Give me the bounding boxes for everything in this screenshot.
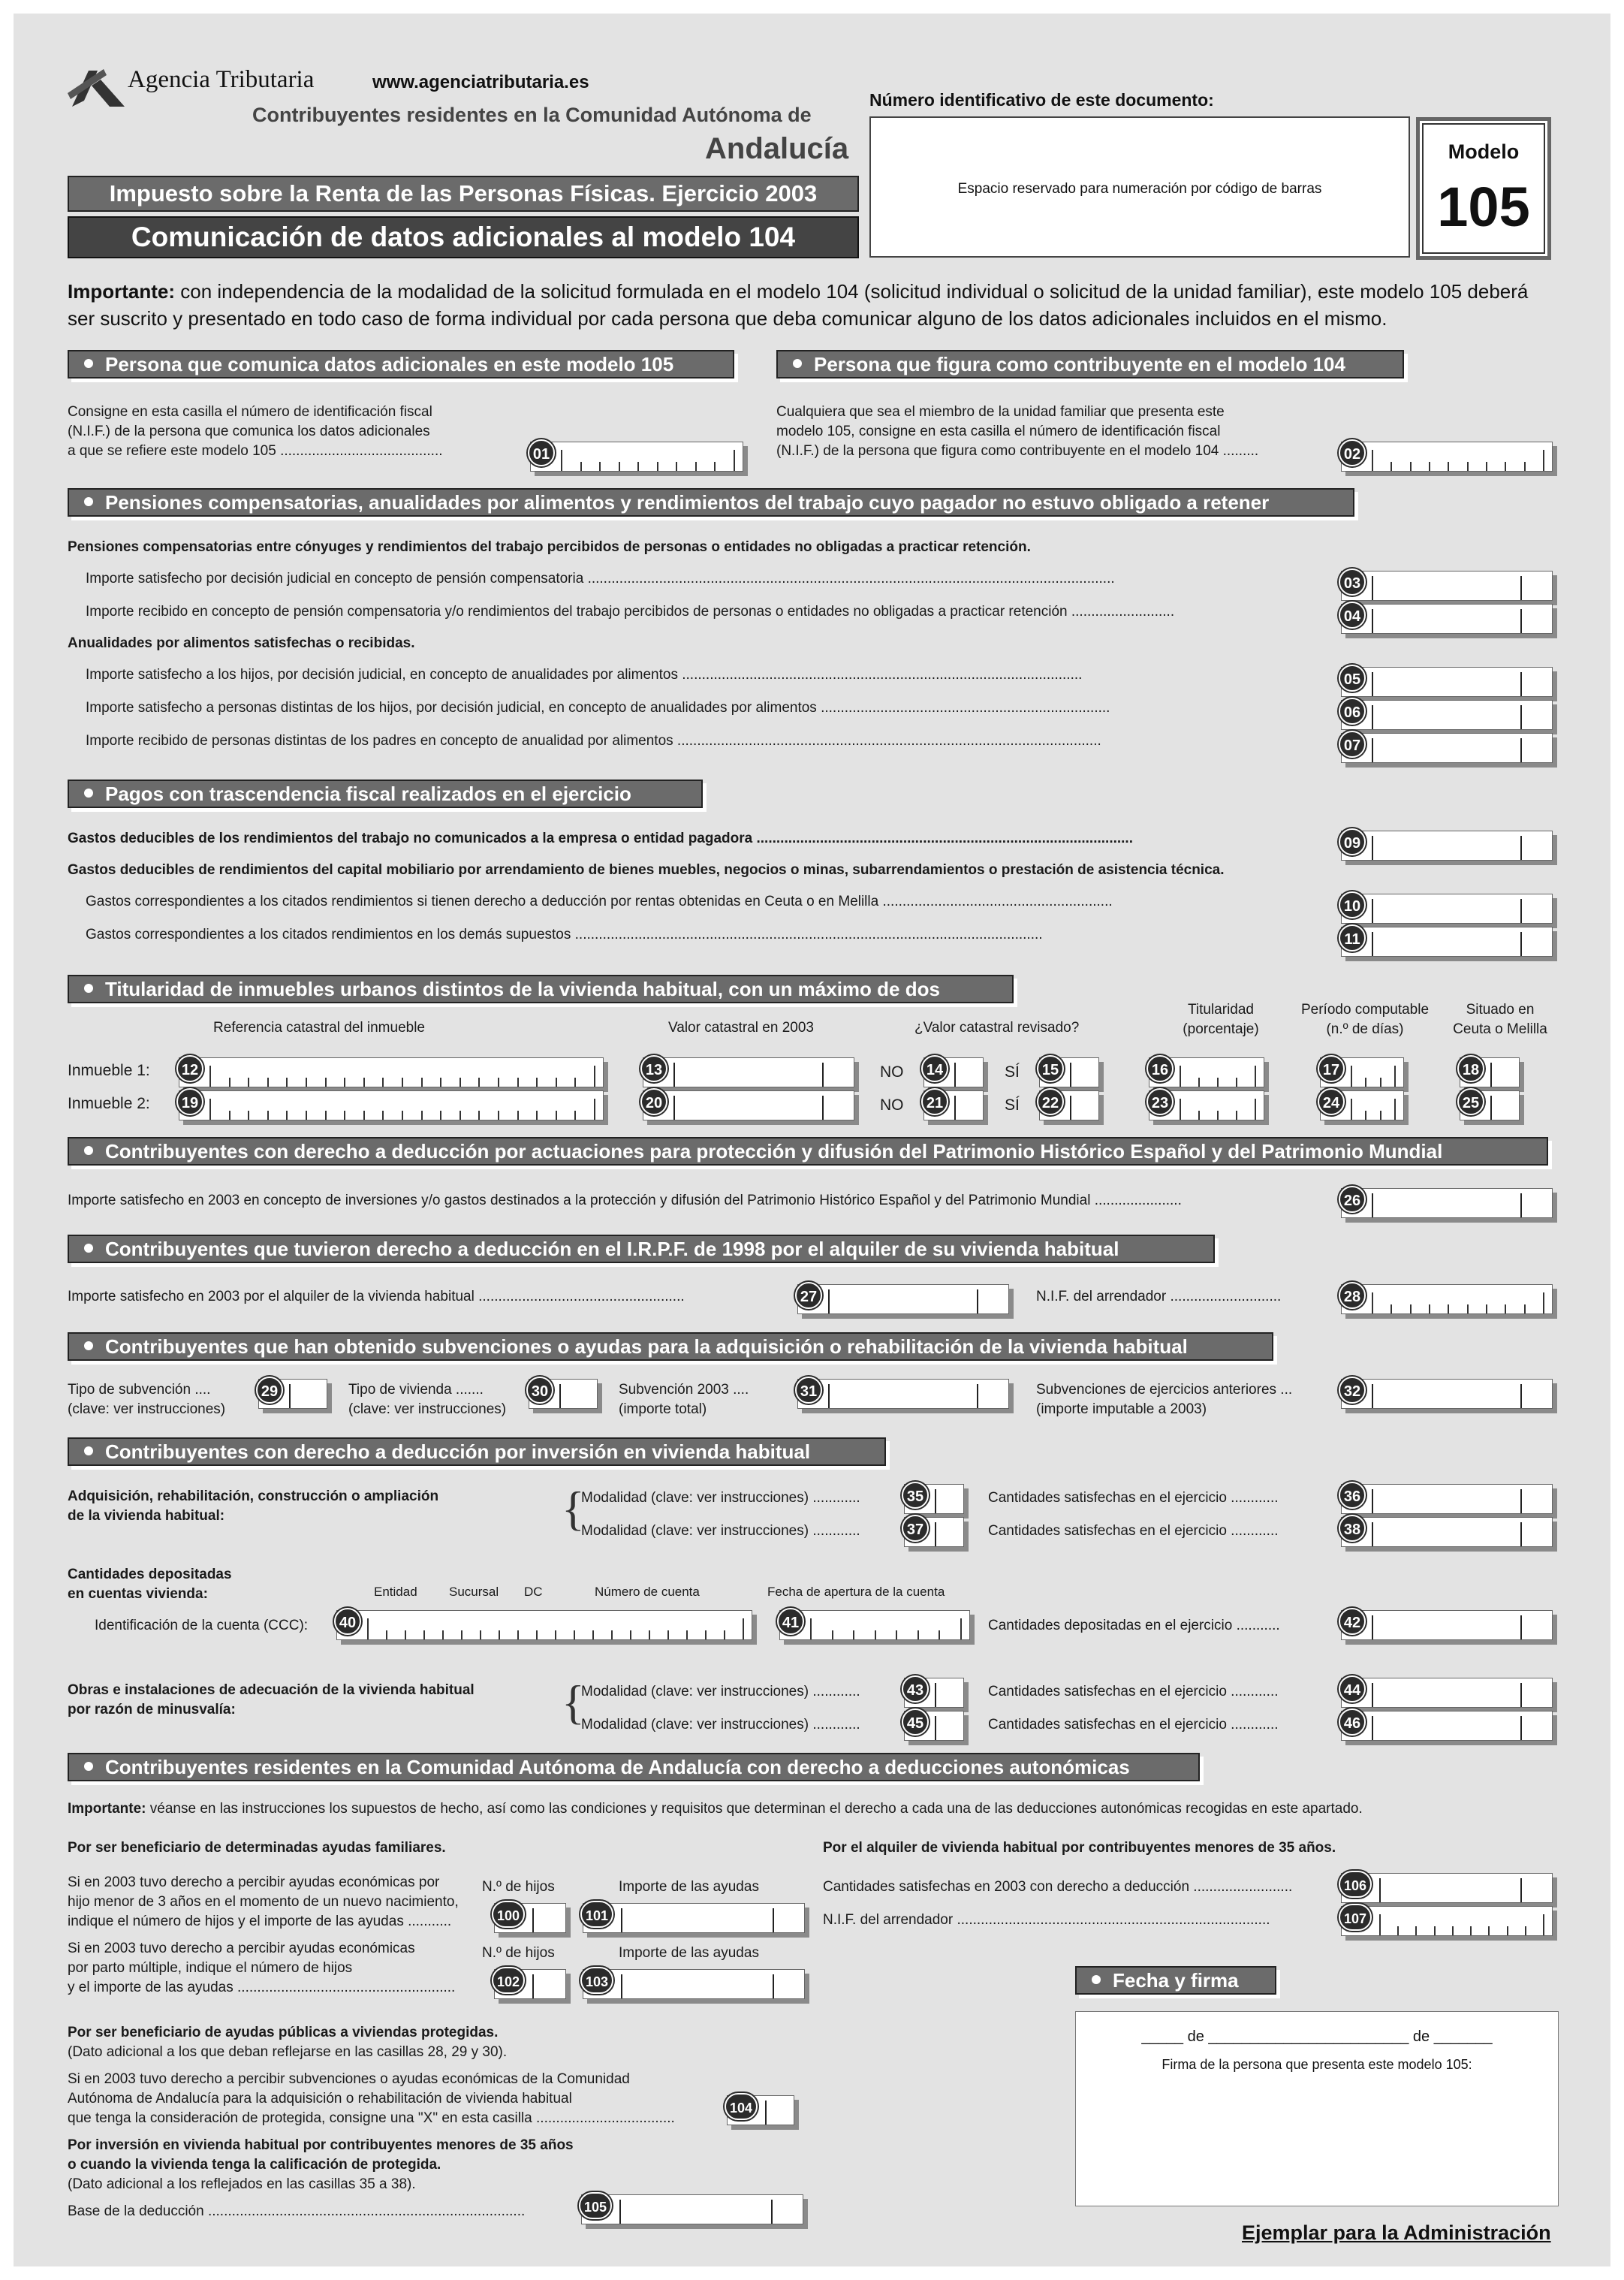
signature-label: Firma de la persona que presenta este modelo 105: bbox=[1162, 2057, 1472, 2072]
casilla-number-badge: 01 bbox=[528, 439, 555, 466]
casilla-30[interactable] bbox=[529, 1379, 598, 1409]
tipo-subvencion-label: Tipo de subvención .... (clave: ver instrucciones) bbox=[68, 1382, 226, 1417]
section-subvenciones bbox=[68, 1332, 1273, 1361]
section-title: Contribuyentes residentes en la Comunidad Autónoma de Andalucía con derecho a deducciones autonómicas bbox=[105, 1756, 1130, 1778]
casilla-102[interactable] bbox=[494, 1969, 566, 1999]
si-label: SÍ bbox=[1005, 1096, 1020, 1114]
casilla-number-badge: 25 bbox=[1457, 1088, 1484, 1115]
row-105-label: Base de la deducción ................................................................................ bbox=[68, 2203, 526, 2219]
section-title: Pagos con trascendencia fiscal realizados en el ejercicio bbox=[105, 783, 631, 805]
casilla-number-badge: 20 bbox=[640, 1088, 667, 1115]
casilla-38[interactable] bbox=[1341, 1517, 1553, 1547]
inversion-jovenes-heading: Por inversión en vivienda habitual por contribuyentes menores de 35 años o cuando la vivienda tenga la calificación de protegida. bbox=[68, 2137, 574, 2173]
casilla-10[interactable] bbox=[1341, 894, 1553, 924]
no-label: NO bbox=[880, 1096, 904, 1114]
casilla-36[interactable] bbox=[1341, 1484, 1553, 1514]
row-10-label: Gastos correspondientes a los citados rendimientos si tienen derecho a deducción por rentas obtenidas en Ceuta o en Melilla .......................................................... bbox=[86, 894, 1113, 909]
col-titularidad: Titularidad (porcentaje) bbox=[1183, 1002, 1259, 1037]
row-04-label: Importe recibido en concepto de pensión compensatoria y/o rendimientos del trabajo percibidos de personas o entidades no obligadas a practicar retención .......................... bbox=[86, 604, 1175, 620]
casilla-20[interactable] bbox=[643, 1090, 854, 1120]
casilla-number-badge: 37 bbox=[902, 1515, 929, 1542]
casilla-05[interactable] bbox=[1341, 667, 1553, 697]
casilla-24[interactable] bbox=[1320, 1090, 1404, 1120]
casilla-45[interactable] bbox=[904, 1711, 964, 1741]
casilla-14[interactable] bbox=[923, 1057, 984, 1087]
section-title: Fecha y firma bbox=[1113, 1969, 1239, 1992]
casilla-number-badge: 35 bbox=[902, 1482, 929, 1509]
casilla-12[interactable] bbox=[179, 1057, 604, 1087]
casilla-100[interactable] bbox=[494, 1903, 566, 1933]
casilla-number-badge: 38 bbox=[1339, 1515, 1366, 1542]
region-line: Contribuyentes residentes en la Comunidad Autónoma de bbox=[252, 104, 812, 126]
alquiler-jovenes-heading: Por el alquiler de vivienda habitual por contribuyentes menores de 35 años. bbox=[823, 1840, 1336, 1856]
casilla-35[interactable] bbox=[904, 1484, 964, 1514]
anualidades-heading: Anualidades por alimentos satisfechas o recibidas. bbox=[68, 635, 415, 651]
casilla-number-badge: 05 bbox=[1339, 665, 1366, 692]
casilla-46[interactable] bbox=[1341, 1711, 1553, 1741]
casilla-29[interactable] bbox=[258, 1379, 327, 1409]
casilla-number-badge: 107 bbox=[1339, 1904, 1372, 1931]
casilla-number-badge: 28 bbox=[1339, 1282, 1366, 1309]
casilla-22[interactable] bbox=[1039, 1090, 1099, 1120]
agency-logo-icon bbox=[66, 63, 134, 116]
casilla-18[interactable] bbox=[1460, 1057, 1520, 1087]
casilla-104[interactable] bbox=[727, 2095, 794, 2125]
section-patrimonio bbox=[68, 1137, 1548, 1166]
col-revisado: ¿Valor catastral revisado? bbox=[914, 1020, 1080, 1036]
vp-text: Si en 2003 tuvo derecho a percibir subvenciones o ayudas económicas de la Comunidad Autónoma de Andalucía para la adquisición o rehabilitación de vivienda habitual que tenga la consideración de protegida, consigne una "X" en esta casilla ................................... bbox=[68, 2071, 675, 2126]
row-05-label: Importe satisfecho a los hijos, por decisión judicial, en concepto de anualidades por alimentos ..................................................................................................... bbox=[86, 667, 1083, 683]
casilla-04[interactable] bbox=[1341, 604, 1553, 634]
casilla-number-badge: 44 bbox=[1339, 1675, 1366, 1702]
casilla-number-badge: 02 bbox=[1339, 439, 1366, 466]
fecha-apertura-label: Fecha de apertura de la cuenta bbox=[767, 1585, 945, 1599]
f2-text: Si en 2003 tuvo derecho a percibir ayudas económicas por parto múltiple, indique el número de hijos y el importe de las ayudas ....................................................... bbox=[68, 1941, 456, 1995]
row-11-label: Gastos correspondientes a los citados rendimientos en los demás supuestos ...................................................................................................................... bbox=[86, 927, 1043, 942]
casilla-number-badge: 45 bbox=[902, 1708, 929, 1736]
casilla-41[interactable] bbox=[779, 1610, 970, 1640]
row-27-label: Importe satisfecho en 2003 por el alquiler de la vivienda habitual .................................................... bbox=[68, 1289, 685, 1304]
casilla-number-badge: 100 bbox=[492, 1901, 525, 1928]
casilla-number-badge: 32 bbox=[1339, 1377, 1366, 1404]
casilla-number-badge: 102 bbox=[492, 1967, 525, 1994]
casilla-number-badge: 26 bbox=[1339, 1186, 1366, 1213]
tipo-vivienda-label: Tipo de vivienda ....... (clave: ver instrucciones) bbox=[348, 1382, 507, 1417]
casilla-103[interactable] bbox=[583, 1969, 805, 1999]
casilla-02[interactable] bbox=[1341, 442, 1553, 472]
casilla-number-badge: 15 bbox=[1037, 1055, 1064, 1082]
ccc-label: Identificación de la cuenta (CCC): bbox=[95, 1618, 309, 1633]
subvencion-2003-label: Subvención 2003 .... (importe total) bbox=[619, 1382, 749, 1417]
casilla-number-badge: 10 bbox=[1339, 891, 1366, 918]
signature-box[interactable] bbox=[1075, 2011, 1559, 2206]
casilla-number-badge: 24 bbox=[1318, 1088, 1345, 1115]
row-26-label: Importe satisfecho en 2003 en concepto de inversiones y/o gastos destinados a la protección y difusión del Patrimonio Histórico Español y del Patrimonio Mundial ...................... bbox=[68, 1193, 1182, 1208]
casilla-23[interactable] bbox=[1149, 1090, 1264, 1120]
casilla-number-badge: 06 bbox=[1339, 698, 1366, 725]
casilla-09[interactable] bbox=[1341, 831, 1553, 861]
casilla-number-badge: 104 bbox=[725, 2093, 758, 2120]
section-title: Contribuyentes con derecho a deducción por actuaciones para protección y difusión del Patrimonio Histórico Español y del Patrimonio Mundial bbox=[105, 1140, 1443, 1163]
si-label: SÍ bbox=[1005, 1063, 1020, 1081]
n-hijos-label: N.º de hijos bbox=[482, 1945, 555, 1961]
casilla-13[interactable] bbox=[643, 1057, 854, 1087]
row-06-label: Importe satisfecho a personas distintas de los hijos, por decisión judicial, en concepto de anualidades por alimentos ......................................................................... bbox=[86, 700, 1110, 716]
ayudas-familiares-heading: Por ser beneficiario de determinadas ayudas familiares. bbox=[68, 1840, 446, 1856]
row-42-label: Cantidades depositadas en el ejercicio ........... bbox=[988, 1618, 1280, 1633]
casilla-number-badge: 03 bbox=[1339, 568, 1366, 596]
brace-icon: { bbox=[562, 1675, 585, 1729]
row-45-label: Modalidad (clave: ver instrucciones) ............ bbox=[581, 1717, 860, 1733]
modelo-box bbox=[1416, 117, 1551, 260]
row-09-label: Gastos deducibles de los rendimientos del trabajo no comunicados a la empresa o entidad pagadora ............................................................................................... bbox=[68, 831, 1133, 846]
doc-id-label: Número identificativo de este documento: bbox=[869, 90, 1214, 110]
date-line[interactable]: _____ de ________________________ de _______ bbox=[1141, 2028, 1493, 2045]
casilla-number-badge: 43 bbox=[902, 1675, 929, 1702]
inversion-jovenes-note: (Dato adicional a los reflejados en las casillas 35 a 38). bbox=[68, 2176, 416, 2192]
footer-label: Ejemplar para la Administración bbox=[1242, 2221, 1551, 2244]
casilla-number-badge: 14 bbox=[921, 1055, 948, 1082]
casilla-number-badge: 41 bbox=[777, 1608, 804, 1635]
casilla-101[interactable] bbox=[583, 1903, 805, 1933]
casilla-number-badge: 11 bbox=[1339, 924, 1366, 952]
casilla-number-badge: 21 bbox=[921, 1088, 948, 1115]
row-03-label: Importe satisfecho por decisión judicial en concepto de pensión compensatoria ..................................................................................................................................... bbox=[86, 571, 1115, 587]
casilla-43[interactable] bbox=[904, 1678, 964, 1708]
casilla-number-badge: 19 bbox=[176, 1088, 203, 1115]
casilla-number-badge: 31 bbox=[795, 1377, 822, 1404]
section-persona-contribuyente bbox=[776, 350, 1404, 378]
casilla-28[interactable] bbox=[1341, 1284, 1553, 1314]
casilla-number-badge: 16 bbox=[1146, 1055, 1174, 1082]
modelo-number: 105 bbox=[1437, 176, 1530, 238]
section-andalucia bbox=[68, 1753, 1200, 1781]
section-fecha-firma bbox=[1075, 1966, 1276, 1995]
casilla-number-badge: 27 bbox=[795, 1282, 822, 1309]
brace-icon: { bbox=[562, 1482, 585, 1535]
pensiones-heading: Pensiones compensatorias entre cónyuges y rendimientos del trabajo percibidos de personas o entidades no obligadas a practicar retención. bbox=[68, 539, 1031, 555]
minusvalia-label: Obras e instalaciones de adecuación de la vivienda habitual por razón de minusvalía: bbox=[68, 1682, 475, 1718]
casilla-number-badge: 30 bbox=[526, 1377, 553, 1404]
website: www.agenciatributaria.es bbox=[372, 72, 589, 92]
casilla-number-badge: 18 bbox=[1457, 1055, 1484, 1082]
s2-text: Cualquiera que sea el miembro de la unidad familiar que presenta este modelo 105, consigne en esta casilla el número de identificación fiscal (N.I.F.) de la persona que figura como contribuyente en el modelo 104 ......... bbox=[776, 404, 1259, 459]
important-line1: con independencia de la modalidad de la solicitud formulada en el modelo 104 (solicitud individual o solicitud de la unidad familiar), este modelo 105 deberá bbox=[180, 280, 1529, 303]
casilla-42[interactable] bbox=[1341, 1610, 1553, 1640]
viviendas-protegidas-note: (Dato adicional a los que deban reflejarse en las casillas 28, 29 y 30). bbox=[68, 2044, 508, 2060]
row-07-label: Importe recibido de personas distintas de los padres en concepto de anualidad por alimentos ........................................................................................................... bbox=[86, 733, 1101, 749]
n-hijos-label: N.º de hijos bbox=[482, 1879, 555, 1895]
casilla-number-badge: 105 bbox=[579, 2192, 612, 2219]
important-note bbox=[68, 278, 1569, 332]
casilla-number-badge: 09 bbox=[1339, 828, 1366, 855]
casilla-06[interactable] bbox=[1341, 700, 1553, 730]
casilla-11[interactable] bbox=[1341, 927, 1553, 957]
casilla-37[interactable] bbox=[904, 1517, 964, 1547]
row-43-label: Modalidad (clave: ver instrucciones) ............ bbox=[581, 1684, 860, 1699]
row-35-label: Modalidad (clave: ver instrucciones) ............ bbox=[581, 1490, 860, 1506]
casilla-number-badge: 103 bbox=[580, 1967, 613, 1994]
modelo-label: Modelo bbox=[1448, 140, 1520, 163]
form-title: Comunicación de datos adicionales al modelo 104 bbox=[68, 216, 859, 258]
casilla-number-badge: 36 bbox=[1339, 1482, 1366, 1509]
section-inmuebles bbox=[68, 975, 1014, 1003]
importe-ayudas-label: Importe de las ayudas bbox=[619, 1879, 759, 1895]
casilla-27[interactable] bbox=[797, 1284, 1009, 1314]
dc-label: DC bbox=[524, 1585, 543, 1599]
s1-text: Consigne en esta casilla el número de identificación fiscal (N.I.F.) de la persona que comunica los datos adicionales a que se refiere este modelo 105 ......................................... bbox=[68, 404, 443, 459]
section-title: Contribuyentes que han obtenido subvenciones o ayudas para la adquisición o rehabilitación de la vivienda habitual bbox=[105, 1335, 1188, 1358]
inmueble-2-label: Inmueble 2: bbox=[68, 1095, 150, 1112]
casilla-number-badge: 101 bbox=[580, 1901, 613, 1928]
casilla-44[interactable] bbox=[1341, 1678, 1553, 1708]
col-ceuta: Situado en Ceuta o Melilla bbox=[1453, 1002, 1547, 1037]
casilla-number-badge: 12 bbox=[176, 1055, 203, 1082]
casilla-16[interactable] bbox=[1149, 1057, 1264, 1087]
cuentas-vivienda-label: Cantidades depositadas en cuentas vivienda: bbox=[68, 1567, 232, 1602]
section-title: Pensiones compensatorias, anualidades por alimentos y rendimientos del trabajo cuyo pagador no estuvo obligado a retener bbox=[105, 491, 1270, 514]
casilla-107[interactable] bbox=[1341, 1906, 1553, 1936]
section-pensiones bbox=[68, 488, 1354, 517]
casilla-40[interactable] bbox=[336, 1610, 752, 1640]
important-label: Importante: bbox=[68, 280, 175, 303]
row-44-label: Cantidades satisfechas en el ejercicio ............ bbox=[988, 1684, 1279, 1699]
capital-heading: Gastos deducibles de rendimientos del capital mobiliario por arrendamiento de bienes muebles, negocios o minas, subarrendamientos o prestación de asistencia técnica. bbox=[68, 862, 1225, 878]
section-alquiler-1998 bbox=[68, 1235, 1215, 1263]
casilla-number-badge: 42 bbox=[1339, 1608, 1366, 1635]
section-title: Persona que comunica datos adicionales en este modelo 105 bbox=[105, 353, 674, 375]
tax-title: Impuesto sobre la Renta de las Personas Físicas. Ejercicio 2003 bbox=[68, 176, 859, 212]
inmueble-1-label: Inmueble 1: bbox=[68, 1062, 150, 1079]
sucursal-label: Sucursal bbox=[449, 1585, 499, 1599]
region: Andalucía bbox=[705, 132, 849, 165]
casilla-number-badge: 13 bbox=[640, 1055, 667, 1082]
casilla-07[interactable] bbox=[1341, 733, 1553, 763]
col-referencia: Referencia catastral del inmueble bbox=[213, 1020, 425, 1036]
row-106-label: Cantidades satisfechas en 2003 con derecho a deducción ......................... bbox=[823, 1879, 1293, 1895]
casilla-01[interactable] bbox=[530, 442, 743, 472]
viviendas-protegidas-heading: Por ser beneficiario de ayudas públicas a viviendas protegidas. bbox=[68, 2025, 499, 2040]
numero-cuenta-label: Número de cuenta bbox=[595, 1585, 700, 1599]
casilla-17[interactable] bbox=[1320, 1057, 1404, 1087]
section-title: Titularidad de inmuebles urbanos distintos de la vivienda habitual, con un máximo de dos bbox=[105, 978, 940, 1000]
casilla-number-badge: 22 bbox=[1037, 1088, 1064, 1115]
subvenciones-anteriores-label: Subvenciones de ejercicios anteriores ... (importe imputable a 2003) bbox=[1036, 1382, 1293, 1417]
casilla-number-badge: 07 bbox=[1339, 731, 1366, 758]
col-periodo: Período computable (n.º de días) bbox=[1300, 1002, 1430, 1037]
casilla-number-badge: 29 bbox=[256, 1377, 283, 1404]
casilla-19[interactable] bbox=[179, 1090, 604, 1120]
form-page bbox=[14, 14, 1610, 2266]
adquisicion-label: Adquisición, rehabilitación, construcción o ampliación de la vivienda habitual: bbox=[68, 1488, 439, 1524]
casilla-25[interactable] bbox=[1460, 1090, 1520, 1120]
row-28-label: N.I.F. del arrendador ............................ bbox=[1036, 1289, 1282, 1304]
col-valor: Valor catastral en 2003 bbox=[668, 1020, 814, 1036]
barcode-box bbox=[869, 116, 1410, 258]
section-persona-comunica bbox=[68, 350, 734, 378]
casilla-26[interactable] bbox=[1341, 1188, 1553, 1218]
section-title: Contribuyentes con derecho a deducción por inversión en vivienda habitual bbox=[105, 1440, 811, 1463]
casilla-number-badge: 17 bbox=[1318, 1055, 1345, 1082]
casilla-number-badge: 46 bbox=[1339, 1708, 1366, 1736]
casilla-number-badge: 04 bbox=[1339, 602, 1366, 629]
section-title: Contribuyentes que tuvieron derecho a deducción en el I.R.P.F. de 1998 por el alquiler de su vivienda habitual bbox=[105, 1238, 1119, 1260]
casilla-03[interactable] bbox=[1341, 571, 1553, 601]
casilla-105[interactable] bbox=[581, 2194, 803, 2224]
andalucia-important: Importante: véanse en las instrucciones los supuestos de hecho, así como las condiciones y requisitos que determinan el derecho a cada una de las deducciones autonómicas recogidas en este apartado. bbox=[68, 1801, 1363, 1817]
agency-name: Agencia Tributaria bbox=[128, 66, 315, 93]
important-line2: ser suscrito y presentado en todo caso de forma individual por cada persona que deba comunicar alguno de los datos adicionales incluidos en el mismo. bbox=[68, 307, 1387, 330]
row-107-label: N.I.F. del arrendador ............................................................................... bbox=[823, 1912, 1270, 1928]
no-label: NO bbox=[880, 1063, 904, 1081]
casilla-number-badge: 40 bbox=[334, 1608, 361, 1635]
barcode-text: Espacio reservado para numeración por código de barras bbox=[957, 181, 1322, 197]
casilla-106[interactable] bbox=[1341, 1873, 1553, 1903]
section-title: Persona que figura como contribuyente en el modelo 104 bbox=[814, 353, 1345, 375]
casilla-32[interactable] bbox=[1341, 1379, 1553, 1409]
casilla-21[interactable] bbox=[923, 1090, 984, 1120]
row-38-label: Cantidades satisfechas en el ejercicio ............ bbox=[988, 1523, 1279, 1539]
section-inversion-vivienda bbox=[68, 1437, 886, 1466]
f1-text: Si en 2003 tuvo derecho a percibir ayudas económicas por hijo menor de 3 años en el momento de un nuevo nacimiento, indique el número de hijos y el importe de las ayudas ........... bbox=[68, 1874, 459, 1929]
entidad-label: Entidad bbox=[374, 1585, 417, 1599]
casilla-31[interactable] bbox=[797, 1379, 1009, 1409]
casilla-number-badge: 23 bbox=[1146, 1088, 1174, 1115]
row-36-label: Cantidades satisfechas en el ejercicio ............ bbox=[988, 1490, 1279, 1506]
row-46-label: Cantidades satisfechas en el ejercicio ............ bbox=[988, 1717, 1279, 1733]
section-pagos bbox=[68, 780, 703, 808]
importe-ayudas-label: Importe de las ayudas bbox=[619, 1945, 759, 1961]
row-37-label: Modalidad (clave: ver instrucciones) ............ bbox=[581, 1523, 860, 1539]
casilla-number-badge: 106 bbox=[1339, 1871, 1372, 1898]
casilla-15[interactable] bbox=[1039, 1057, 1099, 1087]
